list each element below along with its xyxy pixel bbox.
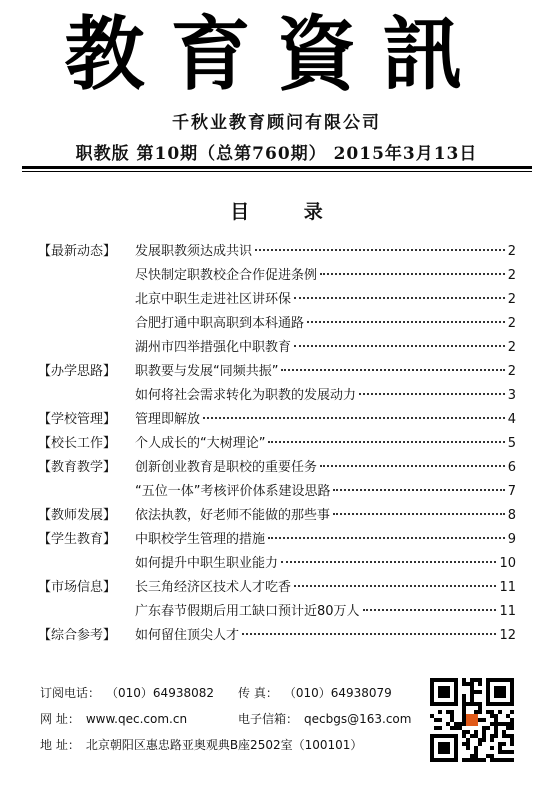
toc-entry-title[interactable]: 发展职教须达成共识 <box>135 244 253 259</box>
toc-row[interactable] <box>38 264 516 288</box>
toc-page-number: 2 <box>507 316 516 331</box>
toc-page-number: 5 <box>507 436 516 451</box>
toc-entry-title[interactable]: 合肥打通中职高职到本科通路 <box>135 316 305 331</box>
toc-entry[interactable] <box>135 600 516 624</box>
footer-row-phone <box>40 680 420 706</box>
toc-row[interactable] <box>38 624 516 648</box>
toc-dot-leader <box>294 345 505 347</box>
toc-row[interactable] <box>38 480 516 504</box>
qr-code-icon <box>430 678 514 762</box>
fax-label: 传 真： <box>238 686 278 700</box>
toc-row[interactable] <box>38 600 516 624</box>
toc-page-number: 2 <box>507 340 516 355</box>
toc-page-number: 11 <box>499 580 516 595</box>
toc-entry-title[interactable]: 如何提升中职生职业能力 <box>135 556 279 571</box>
email-label: 电子信箱： <box>238 712 299 726</box>
toc-row[interactable] <box>38 288 516 312</box>
toc-dot-leader <box>294 585 496 587</box>
footer-row-web <box>40 706 420 732</box>
toc-entry[interactable] <box>135 288 516 312</box>
toc-row[interactable] <box>38 360 516 384</box>
toc-entry-title[interactable]: 北京中职生走进社区讲环保 <box>135 292 292 307</box>
toc-entry-title[interactable]: 湖州市四举措强化中职教育 <box>135 340 292 355</box>
header-rule-thin <box>22 171 532 172</box>
toc-row[interactable] <box>38 240 516 264</box>
toc-page-number: 3 <box>507 388 516 403</box>
toc-page-number: 12 <box>499 628 516 643</box>
toc-dot-leader <box>333 513 505 515</box>
toc-entry[interactable] <box>135 240 516 264</box>
toc-page-number: 10 <box>499 556 516 571</box>
header-rule-thick <box>22 166 532 169</box>
toc-entry-title[interactable]: 尽快制定职教校企合作促进条例 <box>135 268 318 283</box>
toc-entry[interactable] <box>135 336 516 360</box>
address-value: 北京朝阳区惠忠路亚奥观典B座2502室（100101） <box>85 738 363 752</box>
address-label: 地 址： <box>40 738 80 752</box>
phone-label: 订阅电话： <box>40 686 101 700</box>
toc-dot-leader <box>281 369 504 371</box>
toc-entry-title[interactable]: 如何将社会需求转化为职教的发展动力 <box>135 388 357 403</box>
toc-entry[interactable] <box>135 552 516 576</box>
issue-line: 职教版 第10期（总第760期） 2015年3月13日 <box>75 144 478 164</box>
toc-entry-title[interactable]: 管理即解放 <box>135 412 201 427</box>
toc-row[interactable] <box>38 384 516 408</box>
toc-entry[interactable] <box>135 624 516 648</box>
fax-value: （010）64938079 <box>283 686 392 700</box>
toc-dot-leader <box>359 393 505 395</box>
toc-entry[interactable] <box>135 576 516 600</box>
toc-dot-leader <box>320 273 505 275</box>
toc-page-number: 2 <box>507 292 516 307</box>
toc-entry[interactable] <box>135 456 516 480</box>
phone-value: （010）64938082 <box>106 686 214 700</box>
company-name: 千秋业教育顾问有限公司 <box>172 113 381 133</box>
email-value[interactable]: qecbgs@163.com <box>304 712 412 726</box>
toc-row[interactable] <box>38 408 516 432</box>
toc-row[interactable] <box>38 552 516 576</box>
toc-entry[interactable] <box>135 480 516 504</box>
toc-dot-leader <box>268 537 505 539</box>
toc-dot-leader <box>242 633 496 635</box>
web-label: 网 址： <box>40 712 80 726</box>
footer-contact <box>40 680 420 758</box>
toc-row[interactable] <box>38 456 516 480</box>
toc-row[interactable] <box>38 528 516 552</box>
toc-category: 【办学思路】 <box>38 364 117 379</box>
toc-dot-leader <box>268 441 504 443</box>
toc-entry[interactable] <box>135 408 516 432</box>
toc-dot-leader <box>320 465 505 467</box>
toc-dot-leader <box>363 609 497 611</box>
toc-page-number: 8 <box>507 508 516 523</box>
web-value[interactable]: www.qec.com.cn <box>85 712 188 726</box>
toc-category: 【校长工作】 <box>38 436 117 451</box>
toc-page-number: 9 <box>507 532 516 547</box>
toc-entry-title[interactable]: 中职校学生管理的措施 <box>135 532 266 547</box>
toc-entry[interactable] <box>135 504 516 528</box>
toc-category: 【综合参考】 <box>38 628 117 643</box>
toc-entry[interactable] <box>135 432 516 456</box>
toc-category: 【学生教育】 <box>38 532 117 547</box>
toc-entry-title[interactable]: “五位一体”考核评价体系建设思路 <box>135 484 331 499</box>
toc-entry-title[interactable]: 依法执教，好老师不能做的那些事 <box>135 508 331 523</box>
toc-dot-leader <box>281 561 496 563</box>
toc-row[interactable] <box>38 336 516 360</box>
masthead-title: 教育資訊 <box>64 7 489 101</box>
toc-dot-leader <box>203 417 505 419</box>
toc-category: 【教师发展】 <box>38 508 117 523</box>
toc-category: 【最新动态】 <box>38 244 117 259</box>
toc-page-number: 2 <box>507 244 516 259</box>
toc-category: 【教育教学】 <box>38 460 117 475</box>
toc-entry-title[interactable]: 广东春节假期后用工缺口预计近80万人 <box>135 604 360 619</box>
toc-category: 【学校管理】 <box>38 412 117 427</box>
toc-entry-title[interactable]: 个人成长的“大树理论” <box>135 436 266 451</box>
toc-page-number: 2 <box>507 364 516 379</box>
toc-entry[interactable] <box>135 264 516 288</box>
toc-page-number: 2 <box>507 268 516 283</box>
toc-dot-leader <box>255 249 505 251</box>
toc-heading: 目 录 <box>230 201 347 223</box>
toc-row[interactable] <box>38 312 516 336</box>
toc-page-number: 6 <box>507 460 516 475</box>
toc-dot-leader <box>294 297 505 299</box>
toc-entry[interactable] <box>135 360 516 384</box>
toc-entry-title[interactable]: 长三角经济区技术人才吃香 <box>135 580 292 595</box>
toc-row[interactable] <box>38 432 516 456</box>
toc-dot-leader <box>307 321 505 323</box>
footer-row-address <box>40 732 420 758</box>
toc-entry[interactable] <box>135 312 516 336</box>
toc-category: 【市场信息】 <box>38 580 117 595</box>
table-of-contents <box>38 240 516 648</box>
toc-entry-title[interactable]: 如何留住顶尖人才 <box>135 628 240 643</box>
toc-entry[interactable] <box>135 528 516 552</box>
toc-page-number: 7 <box>507 484 516 499</box>
toc-entry-title[interactable]: 创新创业教育是职校的重要任务 <box>135 460 318 475</box>
toc-page-number: 4 <box>507 412 516 427</box>
toc-dot-leader <box>333 489 504 491</box>
toc-row[interactable] <box>38 576 516 600</box>
toc-entry[interactable] <box>135 384 516 408</box>
toc-entry-title[interactable]: 职教要与发展“同频共振” <box>135 364 279 379</box>
toc-page-number: 11 <box>499 604 516 619</box>
toc-row[interactable] <box>38 504 516 528</box>
